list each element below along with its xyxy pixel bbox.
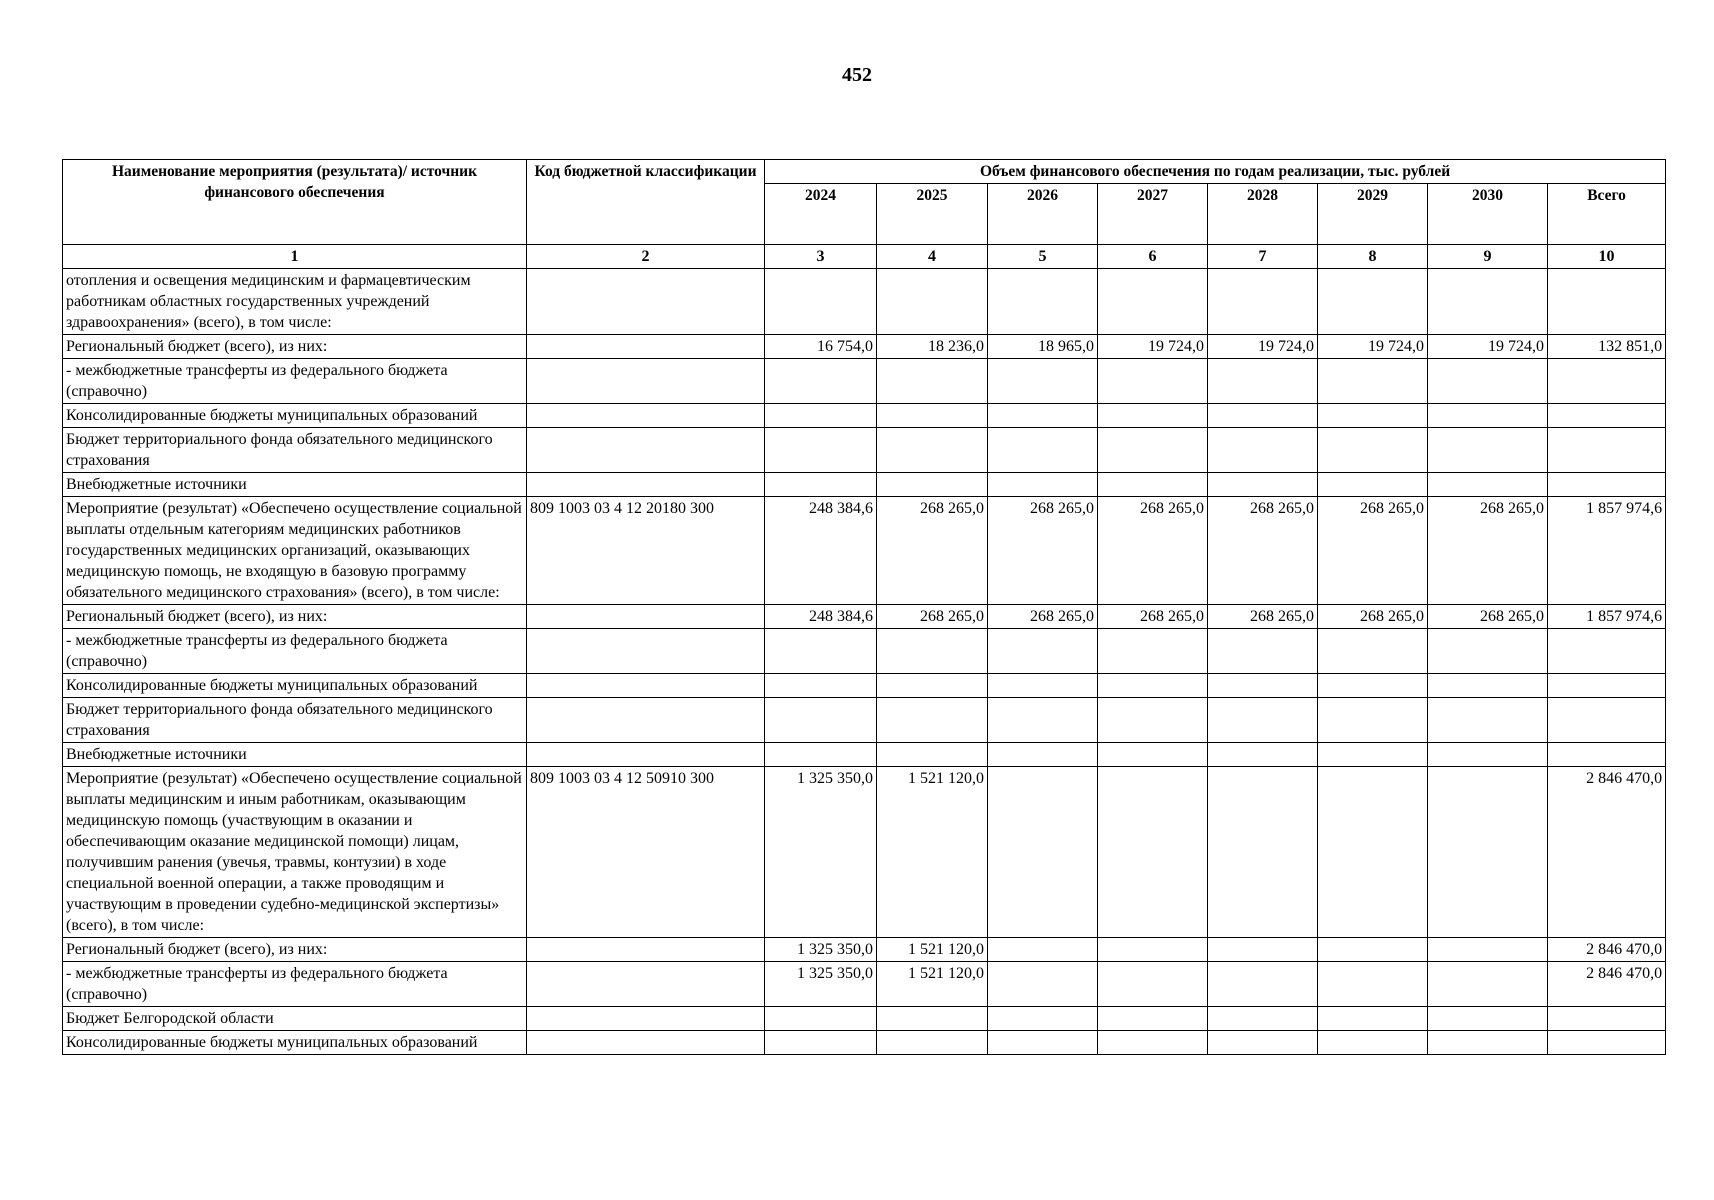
row-value-2024: 248 384,6: [765, 605, 877, 629]
row-value-Всего: 2 846 470,0: [1548, 767, 1666, 938]
row-name: Консолидированные бюджеты муниципальных образований: [63, 1031, 527, 1055]
row-budget-code: [527, 404, 765, 428]
row-value-2025: [877, 698, 988, 743]
row-value-Всего: [1548, 473, 1666, 497]
row-value-2025: 1 521 120,0: [877, 938, 988, 962]
column-number: 6: [1098, 245, 1208, 269]
header-year-2029: 2029: [1318, 184, 1428, 245]
column-number: 3: [765, 245, 877, 269]
row-budget-code: 809 1003 03 4 12 50910 300: [527, 767, 765, 938]
row-value-2030: [1428, 938, 1548, 962]
row-value-2030: 268 265,0: [1428, 605, 1548, 629]
row-value-2026: [988, 428, 1098, 473]
row-budget-code: [527, 1007, 765, 1031]
row-value-2026: [988, 1031, 1098, 1055]
row-value-2026: [988, 404, 1098, 428]
row-value-2028: [1208, 269, 1318, 335]
row-value-2026: [988, 473, 1098, 497]
table-row: [63, 743, 1666, 767]
row-value-2029: [1318, 269, 1428, 335]
row-value-2025: [877, 743, 988, 767]
row-value-Всего: [1548, 269, 1666, 335]
row-value-Всего: 132 851,0: [1548, 335, 1666, 359]
row-value-2026: [988, 767, 1098, 938]
row-name: Консолидированные бюджеты муниципальных образований: [63, 674, 527, 698]
row-value-2028: [1208, 767, 1318, 938]
row-value-2025: [877, 674, 988, 698]
row-budget-code: [527, 674, 765, 698]
table-row: [63, 404, 1666, 428]
row-name: - межбюджетные трансферты из федерального бюджета (справочно): [63, 629, 527, 674]
table-row: [63, 359, 1666, 404]
row-value-2028: [1208, 962, 1318, 1007]
row-value-2029: [1318, 938, 1428, 962]
header-code-column: Код бюджетной классификации: [527, 160, 765, 245]
row-value-Всего: 1 857 974,6: [1548, 497, 1666, 605]
row-value-2028: [1208, 404, 1318, 428]
row-value-2028: [1208, 359, 1318, 404]
row-value-2025: [877, 629, 988, 674]
row-value-2025: [877, 269, 988, 335]
row-value-2028: [1208, 1031, 1318, 1055]
row-value-2025: [877, 428, 988, 473]
row-value-2029: 268 265,0: [1318, 605, 1428, 629]
column-number: 9: [1428, 245, 1548, 269]
row-value-2024: [765, 404, 877, 428]
row-value-2024: [765, 1007, 877, 1031]
row-value-2029: 19 724,0: [1318, 335, 1428, 359]
table-body: [63, 269, 1666, 1055]
row-value-2025: 18 236,0: [877, 335, 988, 359]
row-value-2027: 19 724,0: [1098, 335, 1208, 359]
row-budget-code: [527, 629, 765, 674]
row-value-Всего: 1 857 974,6: [1548, 605, 1666, 629]
table-row: [63, 674, 1666, 698]
header-year-2030: 2030: [1428, 184, 1548, 245]
table-row: [63, 269, 1666, 335]
row-value-2029: [1318, 359, 1428, 404]
row-name: Бюджет территориального фонда обязательного медицинского страхования: [63, 698, 527, 743]
row-value-2024: [765, 428, 877, 473]
row-budget-code: [527, 605, 765, 629]
row-budget-code: [527, 743, 765, 767]
row-value-2024: [765, 269, 877, 335]
row-value-Всего: [1548, 674, 1666, 698]
row-value-2027: 268 265,0: [1098, 497, 1208, 605]
row-value-2024: 1 325 350,0: [765, 938, 877, 962]
row-value-2027: [1098, 1031, 1208, 1055]
column-number: 5: [988, 245, 1098, 269]
row-value-2028: 268 265,0: [1208, 497, 1318, 605]
row-value-2027: [1098, 473, 1208, 497]
row-value-Всего: [1548, 698, 1666, 743]
row-value-2024: 16 754,0: [765, 335, 877, 359]
row-budget-code: [527, 962, 765, 1007]
header-total: Всего: [1548, 184, 1666, 245]
row-value-2025: 268 265,0: [877, 497, 988, 605]
row-name: Консолидированные бюджеты муниципальных образований: [63, 404, 527, 428]
row-value-2029: [1318, 743, 1428, 767]
table-row: [63, 938, 1666, 962]
row-value-2029: [1318, 1031, 1428, 1055]
row-value-2025: 1 521 120,0: [877, 767, 988, 938]
row-value-2028: [1208, 473, 1318, 497]
row-value-2029: [1318, 404, 1428, 428]
row-value-2024: [765, 698, 877, 743]
row-name: - межбюджетные трансферты из федерального бюджета (справочно): [63, 359, 527, 404]
row-budget-code: [527, 359, 765, 404]
row-value-2024: [765, 629, 877, 674]
table-row: [63, 698, 1666, 743]
row-value-2027: 268 265,0: [1098, 605, 1208, 629]
table-row: [63, 428, 1666, 473]
row-value-2029: [1318, 962, 1428, 1007]
row-value-2028: 19 724,0: [1208, 335, 1318, 359]
row-value-2024: [765, 674, 877, 698]
row-value-2030: [1428, 962, 1548, 1007]
table-row: [63, 473, 1666, 497]
column-number: 7: [1208, 245, 1318, 269]
row-value-2025: [877, 359, 988, 404]
row-name: Мероприятие (результат) «Обеспечено осуществление социальной выплаты отдельным категориям медицинских работников государственных медицинских организаций, оказывающих медицинскую помощь, не входящую в базовую программу обязательного медицинского страхования» (всего), в том числе:: [63, 497, 527, 605]
row-value-2027: [1098, 674, 1208, 698]
row-value-2029: [1318, 428, 1428, 473]
row-value-2026: [988, 743, 1098, 767]
row-value-2030: [1428, 473, 1548, 497]
table-row: [63, 1007, 1666, 1031]
row-budget-code: [527, 938, 765, 962]
row-value-2024: 1 325 350,0: [765, 962, 877, 1007]
row-value-2026: [988, 1007, 1098, 1031]
row-value-2027: [1098, 428, 1208, 473]
row-value-2030: [1428, 1007, 1548, 1031]
row-value-2026: [988, 698, 1098, 743]
row-value-2027: [1098, 938, 1208, 962]
row-value-2029: 268 265,0: [1318, 497, 1428, 605]
row-value-Всего: [1548, 629, 1666, 674]
row-value-2026: [988, 938, 1098, 962]
row-name: Внебюджетные источники: [63, 473, 527, 497]
row-value-Всего: [1548, 404, 1666, 428]
column-number: 2: [527, 245, 765, 269]
row-value-2026: [988, 359, 1098, 404]
table-row: [63, 629, 1666, 674]
row-value-2027: [1098, 359, 1208, 404]
row-value-2030: [1428, 743, 1548, 767]
header-year-2027: 2027: [1098, 184, 1208, 245]
row-value-2025: 268 265,0: [877, 605, 988, 629]
row-value-2029: [1318, 674, 1428, 698]
table-row: [63, 1031, 1666, 1055]
row-value-2029: [1318, 473, 1428, 497]
row-value-2030: [1428, 428, 1548, 473]
row-value-2026: 268 265,0: [988, 605, 1098, 629]
row-value-2027: [1098, 698, 1208, 743]
row-value-2026: [988, 629, 1098, 674]
row-budget-code: 809 1003 03 4 12 20180 300: [527, 497, 765, 605]
row-value-2027: [1098, 1007, 1208, 1031]
page-number: 452: [842, 64, 872, 86]
column-number: 10: [1548, 245, 1666, 269]
row-value-2024: 1 325 350,0: [765, 767, 877, 938]
column-number: 4: [877, 245, 988, 269]
row-value-2030: [1428, 1031, 1548, 1055]
row-value-2027: [1098, 962, 1208, 1007]
row-value-2027: [1098, 629, 1208, 674]
financing-table: [62, 159, 1666, 1055]
header-year-2024: 2024: [765, 184, 877, 245]
table-row: [63, 605, 1666, 629]
row-value-2026: [988, 269, 1098, 335]
row-budget-code: [527, 698, 765, 743]
table-row: [63, 335, 1666, 359]
row-value-2029: [1318, 767, 1428, 938]
row-value-2030: [1428, 269, 1548, 335]
row-value-Всего: [1548, 359, 1666, 404]
row-value-2024: [765, 359, 877, 404]
table-row: [63, 962, 1666, 1007]
row-value-2028: [1208, 428, 1318, 473]
row-value-2029: [1318, 1007, 1428, 1031]
row-name: Региональный бюджет (всего), из них:: [63, 938, 527, 962]
row-value-Всего: [1548, 743, 1666, 767]
row-value-Всего: [1548, 1007, 1666, 1031]
row-value-2024: [765, 1031, 877, 1055]
row-value-2030: [1428, 698, 1548, 743]
row-value-2025: [877, 1007, 988, 1031]
column-number: 1: [63, 245, 527, 269]
row-value-2028: [1208, 743, 1318, 767]
column-number: 8: [1318, 245, 1428, 269]
row-value-2030: [1428, 629, 1548, 674]
row-value-2028: [1208, 698, 1318, 743]
row-value-2027: [1098, 269, 1208, 335]
row-value-2029: [1318, 629, 1428, 674]
row-value-2025: [877, 1031, 988, 1055]
row-budget-code: [527, 269, 765, 335]
row-name: отопления и освещения медицинским и фармацевтическим работникам областных государственных учреждений здравоохранения» (всего), в том числе:: [63, 269, 527, 335]
row-budget-code: [527, 428, 765, 473]
row-value-2027: [1098, 743, 1208, 767]
header-year-2025: 2025: [877, 184, 988, 245]
row-value-2027: [1098, 404, 1208, 428]
row-value-2028: [1208, 938, 1318, 962]
row-value-2030: [1428, 404, 1548, 428]
table-row: [63, 767, 1666, 938]
row-value-2028: 268 265,0: [1208, 605, 1318, 629]
row-value-Всего: 2 846 470,0: [1548, 962, 1666, 1007]
row-value-2030: [1428, 674, 1548, 698]
row-budget-code: [527, 473, 765, 497]
row-value-2026: [988, 962, 1098, 1007]
row-value-Всего: [1548, 428, 1666, 473]
row-value-2028: [1208, 1007, 1318, 1031]
row-name: Бюджет территориального фонда обязательного медицинского страхования: [63, 428, 527, 473]
row-value-Всего: 2 846 470,0: [1548, 938, 1666, 962]
row-value-2025: [877, 404, 988, 428]
row-value-2028: [1208, 629, 1318, 674]
row-value-Всего: [1548, 1031, 1666, 1055]
row-value-2024: [765, 473, 877, 497]
header-year-2028: 2028: [1208, 184, 1318, 245]
row-value-2026: 268 265,0: [988, 497, 1098, 605]
row-value-2025: 1 521 120,0: [877, 962, 988, 1007]
row-value-2030: 268 265,0: [1428, 497, 1548, 605]
row-budget-code: [527, 1031, 765, 1055]
row-value-2027: [1098, 767, 1208, 938]
header-years-group: Объем финансового обеспечения по годам реализации, тыс. рублей: [765, 160, 1666, 184]
row-value-2024: 248 384,6: [765, 497, 877, 605]
row-value-2025: [877, 473, 988, 497]
row-value-2030: 19 724,0: [1428, 335, 1548, 359]
row-value-2028: [1208, 674, 1318, 698]
row-value-2026: 18 965,0: [988, 335, 1098, 359]
header-name-column: Наименование мероприятия (результата)/ источник финансового обеспечения: [63, 160, 527, 245]
row-name: Внебюджетные источники: [63, 743, 527, 767]
row-value-2026: [988, 674, 1098, 698]
row-budget-code: [527, 335, 765, 359]
row-value-2024: [765, 743, 877, 767]
row-name: Региональный бюджет (всего), из них:: [63, 335, 527, 359]
row-value-2030: [1428, 767, 1548, 938]
row-name: Региональный бюджет (всего), из них:: [63, 605, 527, 629]
row-name: Мероприятие (результат) «Обеспечено осуществление социальной выплаты медицинским и иным работникам, оказывающим медицинскую помощь (участвующим в оказании и обеспечивающим оказание медицинской помощи) лицам, получившим ранения (увечья, травмы, контузии) в ходе специальной военной операции, а также проводящим и участвующим в проведении судебно-медицинской экспертизы» (всего), в том числе:: [63, 767, 527, 938]
row-name: Бюджет Белгородской области: [63, 1007, 527, 1031]
table-row: [63, 497, 1666, 605]
header-year-2026: 2026: [988, 184, 1098, 245]
row-value-2029: [1318, 698, 1428, 743]
row-name: - межбюджетные трансферты из федерального бюджета (справочно): [63, 962, 527, 1007]
row-value-2030: [1428, 359, 1548, 404]
